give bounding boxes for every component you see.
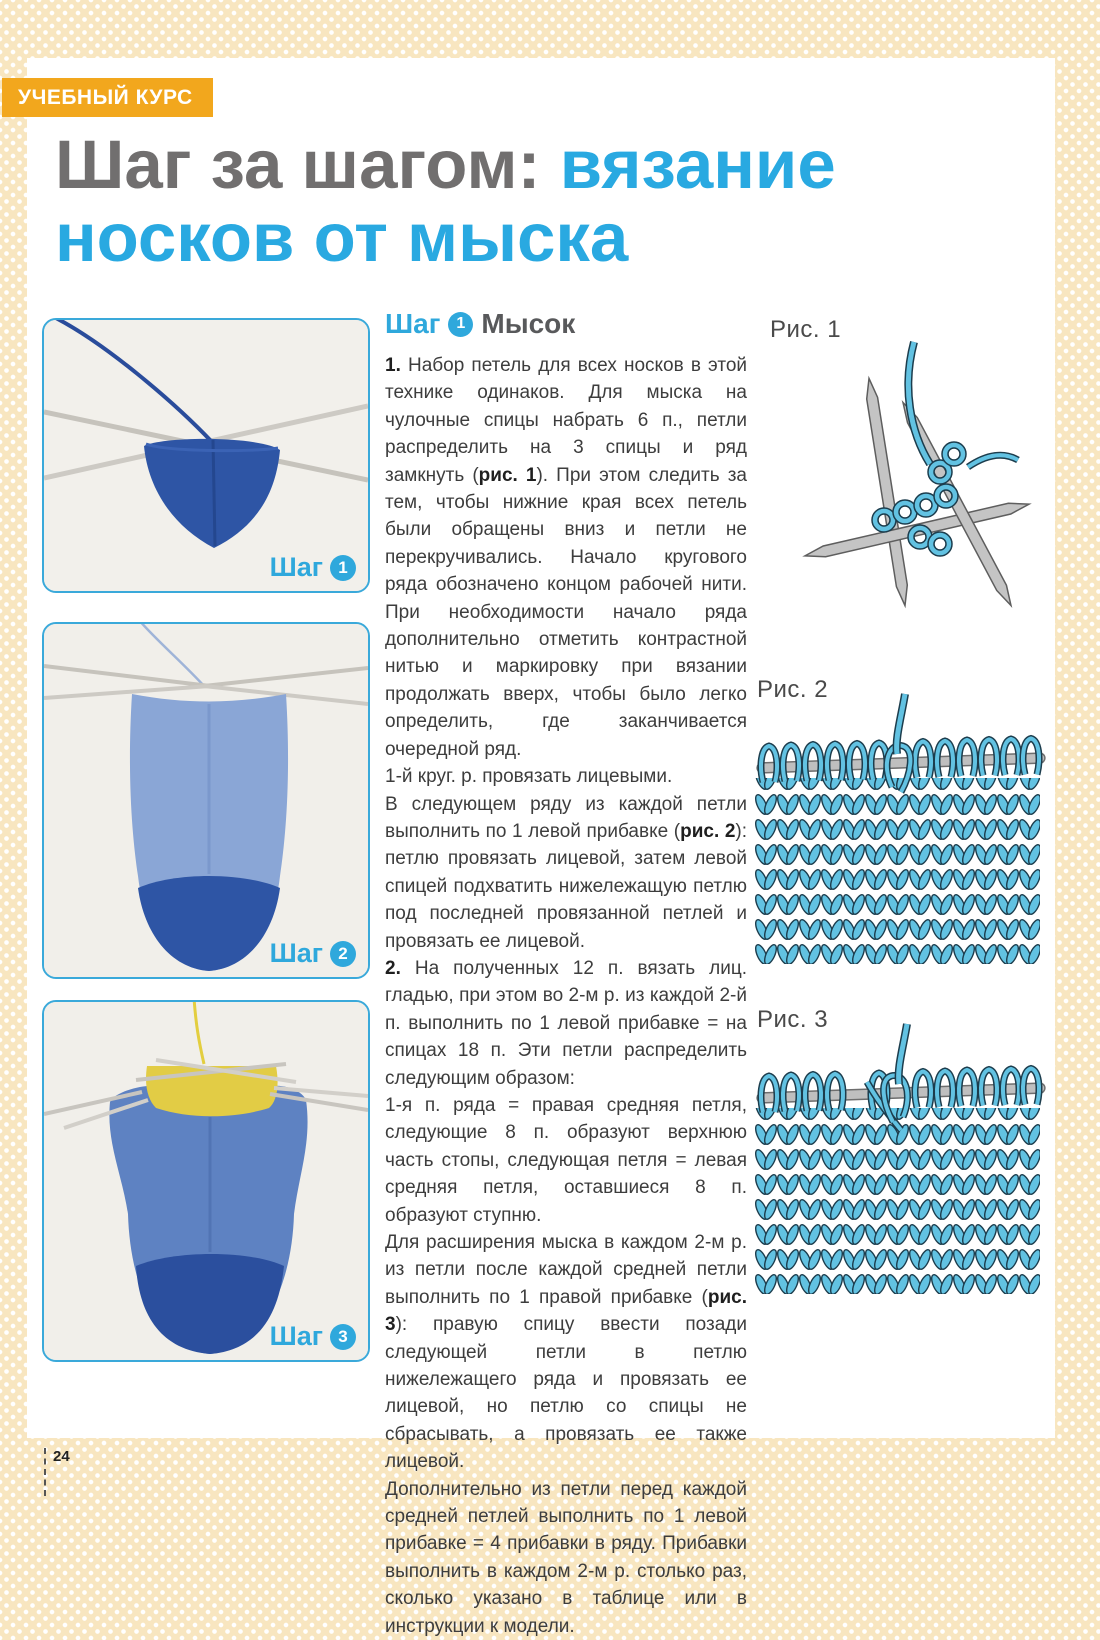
figure-2-label: Рис. 2 [757,676,829,703]
photo-step-3 [42,1000,370,1362]
photo-3-caption [270,1321,356,1352]
sock-with-contrast-yarn-photo-illustration [44,1002,368,1360]
figure-3-label: Рис. 3 [757,1006,829,1033]
toe-cast-on-photo-illustration [44,320,368,591]
sock-in-progress-photo-illustration [44,624,368,977]
figure-2-left-increase-diagram [755,692,1050,964]
section-badge [2,78,213,117]
page-number-value: 24 [53,1448,70,1465]
article-heading-step-number: 1 [448,312,473,337]
figure-3-right-increase-diagram [755,1022,1050,1294]
photo-step-1 [42,318,370,593]
section-badge-label: УЧЕБНЫЙ КУРС [18,85,193,109]
photo-2-caption-word: Шаг [269,938,323,968]
page-title-blue-1: вязание [559,126,836,203]
page-number [44,1448,70,1496]
article-heading [385,308,747,340]
photo-1-caption-word: Шаг [269,552,323,582]
figure-1-cast-on-diagram [772,332,1057,637]
article-heading-word: Шаг [385,308,441,339]
page-title-blue-2: носков от мыска [55,199,629,277]
photo-2-step-number: 2 [330,941,356,967]
article-heading-title: Мысок [481,308,576,339]
photo-3-caption-word: Шаг [269,1321,323,1351]
page-title [55,126,1045,277]
photo-1-step-number: 1 [330,555,356,581]
figure-1-label: Рис. 1 [770,316,842,343]
photo-step-2 [42,622,370,979]
page-title-gray: Шаг за шагом: [55,126,560,203]
photo-1-caption [270,552,356,583]
photo-3-step-number: 3 [330,1324,356,1350]
photo-2-caption [270,938,356,969]
article-body: 1. Набор петель для всех носков в этой технике одинаков. Для мыска на чулочные спицы набрать 6 п., петли распределить на 3 спицы и ряд замкнуть (рис. 1). При этом следить за тем, чтобы нижние края всех петель были обращены вниз и петли не перекручивались. Начало кругового ряда обозначено концом рабочей нити. При необходимости начало ряда дополнительно отметить контрастной нитью и маркировку при вязании продолжать вверх, чтобы было легко определить, где заканчивается очередной ряд. 1-й круг. р. провязать лицевыми. В следующем ряду из каждой петли выполнить по 1 левой прибавке (рис. 2): петлю провязать лицевой, затем левой спицей подхватить нижележащую петлю под последней провязанной петлей и провязать ее лицевой. 2. На полученных 12 п. вязать лиц. гладью, при этом во 2-м р. из каждой 2-й п. выполнить по 1 левой прибавке = на спицах 18 п. Эти петли распределить следующим образом: 1-я п. ряда = правая средняя петля, следующие 8 п. образуют верхнюю часть стопы, следующая петля = левая средняя петля, оставшиеся 8 п. образуют ступню. Для расширения мыска в каждом 2-м р. из петли после каждой средней петли выполнить по 1 правой прибавке (рис. 3): правую спицу ввести позади следующей петли в петлю нижележащего ряда и провязать ее лицевой, но петлю со спицы не сбрасывать, а провязать ее также лицевой. Дополнительно из петли перед каждой средней петлей выполнить по 1 левой прибавке = 4 прибавки в ряду. Прибавки выполнить в каждом 2-м р. столько раз, сколько указано в таблице или в инструкции к модели. [385,355,747,1637]
